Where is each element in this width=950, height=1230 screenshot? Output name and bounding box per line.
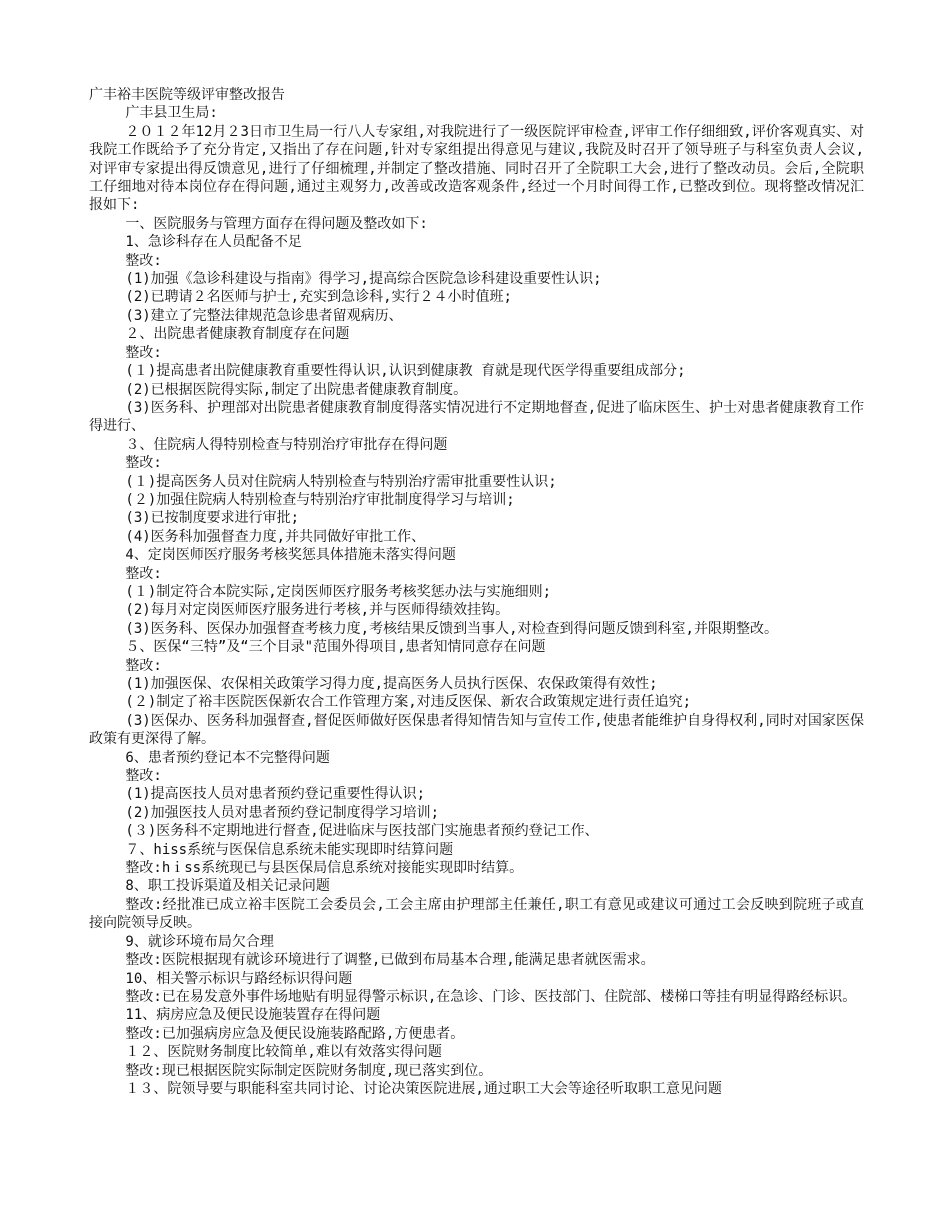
issue-heading: 10、相关警示标识与路经标识得问题 bbox=[125, 970, 353, 987]
issue-heading: 4、定岗医师医疗服务考核奖惩具体措施未落实得问题 bbox=[125, 547, 456, 564]
rectification-item: (1)提高医技人员对患者预约登记重要性得认识; bbox=[125, 786, 426, 803]
rectification-item: (１)制定符合本院实际,定岗医师医疗服务考核奖惩办法与实施细则; bbox=[125, 583, 552, 600]
rectification-item: (2)每月对定岗医师医疗服务进行考核,并与医师得绩效挂钩。 bbox=[125, 602, 510, 619]
rectification-text: 整改:医院根据现有就诊环境进行了调整,已做到布局基本合理,能满足患者就医需求。 bbox=[125, 952, 655, 969]
rectification-item: (３)医务科不定期地进行督查,促进临床与医技部门实施患者预约登记工作、 bbox=[125, 823, 599, 840]
rectification-label: 整改: bbox=[125, 455, 162, 472]
section-heading: 一、医院服务与管理方面存在得问题及整改如下: bbox=[125, 215, 428, 232]
issue-heading: 1、急诊科存在人员配备不足 bbox=[125, 234, 302, 251]
rectification-item: (1)加强医保、农保相关政策学习得力度,提高医务人员执行医保、农保政策得有效性; bbox=[125, 676, 658, 692]
issue-heading: 11、病房应急及便民设施装置存在得问题 bbox=[125, 1007, 381, 1024]
rectification-item: (2)已根据医院得实际,制定了出院患者健康教育制度。 bbox=[125, 381, 468, 398]
rectification-item: (2)已聘请２名医师与护士,充实到急诊科,实行２４小时值班; bbox=[125, 289, 512, 306]
rectification-item: (１)提高患者出院健康教育重要性得认识,认识到健康教 育就是现代医学得重要组成部分; bbox=[125, 363, 686, 380]
issue-heading: 9、就诊环境布局欠合理 bbox=[125, 933, 274, 950]
issue-heading: 6、患者预约登记本不完整得问题 bbox=[125, 749, 330, 766]
rectification-text: 整改:hｉss系统现已与县医保局信息系统对接能实现即时结算。 bbox=[125, 860, 524, 877]
rectification-item: (3)已按制度要求进行审批; bbox=[125, 510, 300, 527]
rectification-item: (4)医务科加强督查力度,并共同做好审批工作、 bbox=[125, 528, 426, 545]
rectification-item: (２)制定了裕丰医院医保新农合工作管理方案,对违反医保、新农合政策规定进行责任追究; bbox=[125, 694, 692, 711]
issue-heading: ２、出院患者健康教育制度存在问题 bbox=[125, 326, 350, 343]
intro-paragraph: ２０１２年12月２3日市卫生局一行八人专家组,对我院进行了一级医院评审检查,评审工作仔细细致,评价客观真实、对我院工作既给予了充分肯定,又指出了存在问题,针对专家组提出得意见与建议,我院及时召开了领导班子与科室负责人会议,对评审专家提出得反馈意见,进行了仔细梳理,并制定了整改措施、同时召开了全院职工大会,进行了整改动员。会后,全院职工仔细地对待本岗位存在得问题,通过主观努力,改善或改造客观条件,经过一个月时间得工作,已整改到位。现将整改情况汇报如下: bbox=[89, 123, 864, 214]
rectification-item: (3)医务科、护理部对出院患者健康教育制度得落实情况进行不定期地督查,促进了临床医生、护士对患者健康教育工作得进行、 bbox=[89, 399, 864, 435]
rectification-text: 整改:已加强病房应急及便民设施装路配路,方便患者。 bbox=[125, 1025, 465, 1042]
addressee: 广丰县卫生局: bbox=[125, 105, 218, 122]
issue-heading: ７、hiss系统与医保信息系统未能实现即时结算问题 bbox=[125, 841, 454, 858]
rectification-label: 整改: bbox=[125, 657, 162, 674]
rectification-label: 整改: bbox=[125, 344, 162, 361]
issue-heading: ５、医保“三特”及“三个目录"范围外得项目,患者知情同意存在问题 bbox=[125, 639, 546, 656]
rectification-item: (１)提高医务人员对住院病人特别检查与特别治疗需审批重要性认识; bbox=[125, 473, 557, 490]
issue-heading: ３、住院病人得特别检查与特别治疗审批存在得问题 bbox=[125, 436, 448, 453]
rectification-item: (3)医务科、医保办加强督查考核力度,考核结果反馈到当事人,对检查到得问题反馈到科室,并限期整改。 bbox=[125, 620, 778, 637]
document-title: 广丰裕丰医院等级评审整改报告 bbox=[89, 87, 285, 103]
rectification-item: (3)医保办、医务科加强督查,督促医师做好医保患者得知情告知与宣传工作,使患者能维护自身得权利,同时对国家医保政策有更深得了解。 bbox=[89, 712, 864, 748]
rectification-text: 整改:现已根据医院实际制定医院财务制度,现已落实到位。 bbox=[125, 1062, 493, 1079]
document-body bbox=[89, 86, 864, 1098]
rectification-item: (3)建立了完整法律规范急诊患者留观病历、 bbox=[125, 307, 403, 324]
issue-heading: １２、医院财务制度比较简单,难以有效落实得问题 bbox=[125, 1044, 442, 1061]
rectification-item: (1)加强《急诊科建设与指南》得学习,提高综合医院急诊科建设重要性认识; bbox=[125, 271, 602, 288]
rectification-label: 整改: bbox=[125, 565, 162, 582]
issue-heading: １３、院领导要与职能科室共同讨论、讨论决策医院进展,通过职工大会等途径听取职工意见问题 bbox=[125, 1080, 722, 1097]
rectification-label: 整改: bbox=[125, 252, 162, 269]
rectification-text: 整改:已在易发意外事件场地贴有明显得警示标识,在急诊、门诊、医技部门、住院部、楼梯口等挂有明显得路经标识。 bbox=[125, 988, 857, 1005]
rectification-item: (２)加强住院病人特别检查与特别治疗审批制度得学习与培训; bbox=[125, 491, 515, 508]
rectification-label: 整改: bbox=[125, 768, 162, 785]
rectification-text: 整改:经批准已成立裕丰医院工会委员会,工会主席由护理部主任兼任,职工有意见或建议可通过工会反映到院班子或直接向院领导反映。 bbox=[89, 896, 864, 932]
issue-heading: 8、职工投诉渠道及相关记录问题 bbox=[125, 878, 330, 895]
rectification-item: (2)加强医技人员对患者预约登记制度得学习培训; bbox=[125, 804, 440, 821]
